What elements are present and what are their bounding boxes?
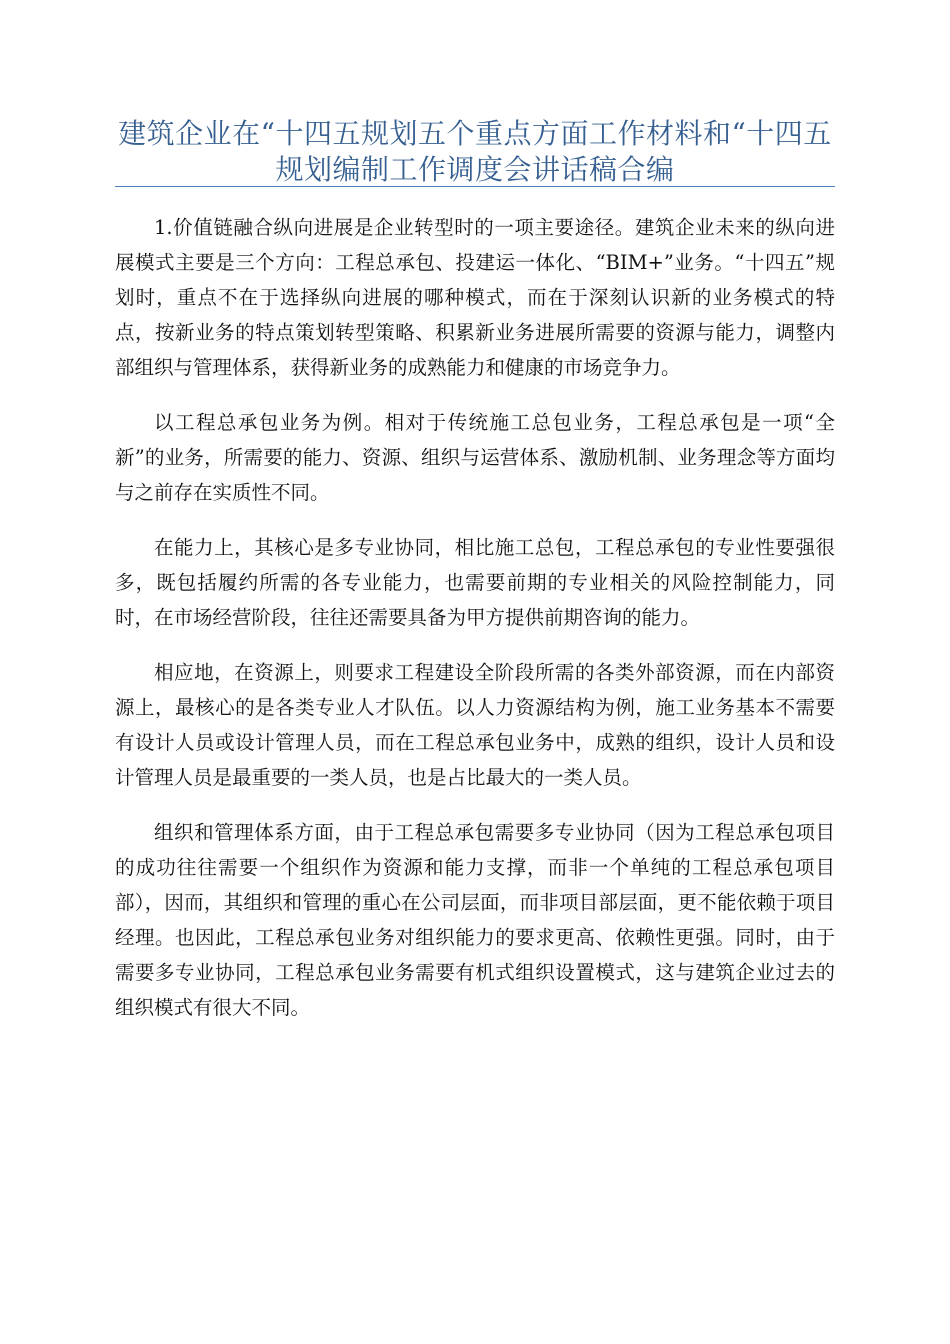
paragraph-4: 相应地，在资源上，则要求工程建设全阶段所需的各类外部资源，而在内部资源上，最核心的是各类专业人才队伍。以人力资源结构为例，施工业务基本不需要有设计人员或设计管理人员，而在工程总承包业务中，成熟的组织，设计人员和设计管理人员是最重要的一类人员，也是占比最大的一类人员。	[115, 661, 835, 789]
paragraph-1: 1.价值链融合纵向进展是企业转型时的一项主要途径。建筑企业未来的纵向进展模式主要是三个方向：工程总承包、投建运一体化、“BIM+”业务。“十四五”规划时，重点不在于选择纵向进展的哪种模式，而在于深刻认识新的业务模式的特点，按新业务的特点策划转型策略、积累新业务进展所需要的资源与能力，调整内部组织与管理体系，获得新业务的成熟能力和健康的市场竞争力。	[115, 216, 835, 379]
document-body	[115, 210, 835, 1045]
paragraph-2: 以工程总承包业务为例。相对于传统施工总包业务，工程总承包是一项“全新”的业务，所需要的能力、资源、组织与运营体系、激励机制、业务理念等方面均与之前存在实质性不同。	[115, 411, 835, 504]
title-underline	[115, 186, 835, 187]
document-title: 建筑企业在“十四五规划五个重点方面工作材料和“十四五规划编制工作调度会讲话稿合编	[118, 117, 832, 186]
paragraph-5: 组织和管理体系方面，由于工程总承包需要多专业协同（因为工程总承包项目的成功往往需要一个组织作为资源和能力支撑，而非一个单纯的工程总承包项目部），因而，其组织和管理的重心在公司层面，而非项目部层面，更不能依赖于项目经理。也因此，工程总承包业务对组织能力的要求更高、依赖性更强。同时，由于需要多专业协同，工程总承包业务需要有机式组织设置模式，这与建筑企业过去的组织模式有很大不同。	[115, 821, 835, 1019]
paragraph-3: 在能力上，其核心是多专业协同，相比施工总包，工程总承包的专业性要强很多，既包括履约所需的各专业能力，也需要前期的专业相关的风险控制能力，同时，在市场经营阶段，往往还需要具备为甲方提供前期咨询的能力。	[115, 536, 835, 629]
